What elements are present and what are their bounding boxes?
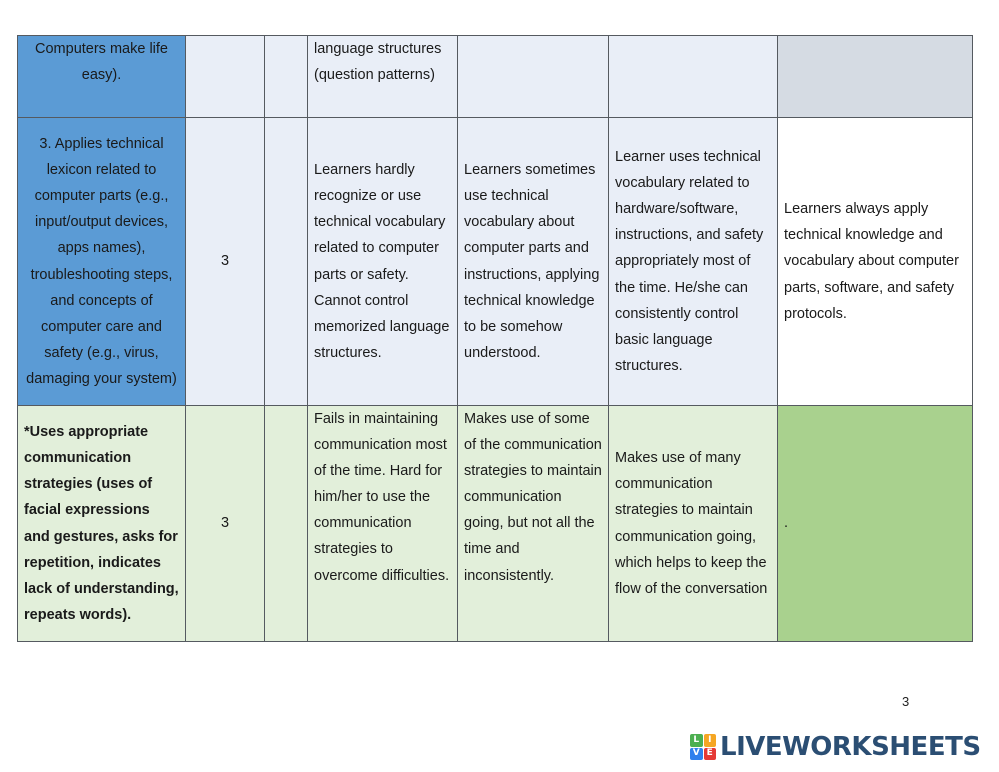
- criterion-cell: Computers make life easy).: [18, 36, 186, 118]
- liveworksheets-logo-icon: [690, 734, 716, 760]
- level-1-cell: language structures (question patterns): [308, 36, 458, 118]
- rubric-row: [18, 36, 973, 118]
- score-cell: 3: [186, 118, 265, 406]
- level-3-cell: Makes use of many communication strategies to maintain communication going, which helps to keep the flow of the conversation: [609, 406, 778, 642]
- logo-letter: L: [690, 734, 703, 747]
- brand-name: LIVEWORKSHEETS: [720, 732, 981, 762]
- level-4-cell: Learners always apply technical knowledge and vocabulary about computer parts, software, and safety protocols.: [778, 118, 973, 406]
- rubric-row: [18, 118, 973, 406]
- level-1-cell: Fails in maintaining communication most of the time. Hard for him/her to use the communication strategies to overcome difficulties.: [308, 406, 458, 642]
- page-number: 3: [902, 694, 910, 709]
- liveworksheets-logo[interactable]: [690, 732, 981, 762]
- blank-cell: [265, 36, 308, 118]
- logo-letter: V: [690, 748, 703, 761]
- level-3-cell: [609, 36, 778, 118]
- level-4-cell: .: [778, 406, 973, 642]
- logo-letter: E: [704, 748, 717, 761]
- level-1-cell: Learners hardly recognize or use technical vocabulary related to computer parts or safety. Cannot control memorized language structures.: [308, 118, 458, 406]
- level-2-cell: [458, 36, 609, 118]
- rubric-table: [17, 35, 973, 642]
- level-2-cell: Learners sometimes use technical vocabulary about computer parts and instructions, applying technical knowledge to be somehow understood.: [458, 118, 609, 406]
- level-3-cell: Learner uses technical vocabulary related to hardware/software, instructions, and safety appropriately most of the time. He/she can consistently control basic language structures.: [609, 118, 778, 406]
- criterion-cell: *Uses appropriate communication strategies (uses of facial expressions and gestures, asks for repetition, indicates lack of understanding, repeats words).: [18, 406, 186, 642]
- blank-cell: [265, 406, 308, 642]
- score-cell: 3: [186, 406, 265, 642]
- score-cell: [186, 36, 265, 118]
- level-2-cell: Makes use of some of the communication strategies to maintain communication going, but not all the time and inconsistently.: [458, 406, 609, 642]
- level-4-cell: [778, 36, 973, 118]
- rubric-row: [18, 406, 973, 642]
- logo-letter: I: [704, 734, 717, 747]
- blank-cell: [265, 118, 308, 406]
- criterion-cell: 3. Applies technical lexicon related to computer parts (e.g., input/output devices, apps names), troubleshooting steps, and concepts of computer care and safety (e.g., virus, damaging your system): [18, 118, 186, 406]
